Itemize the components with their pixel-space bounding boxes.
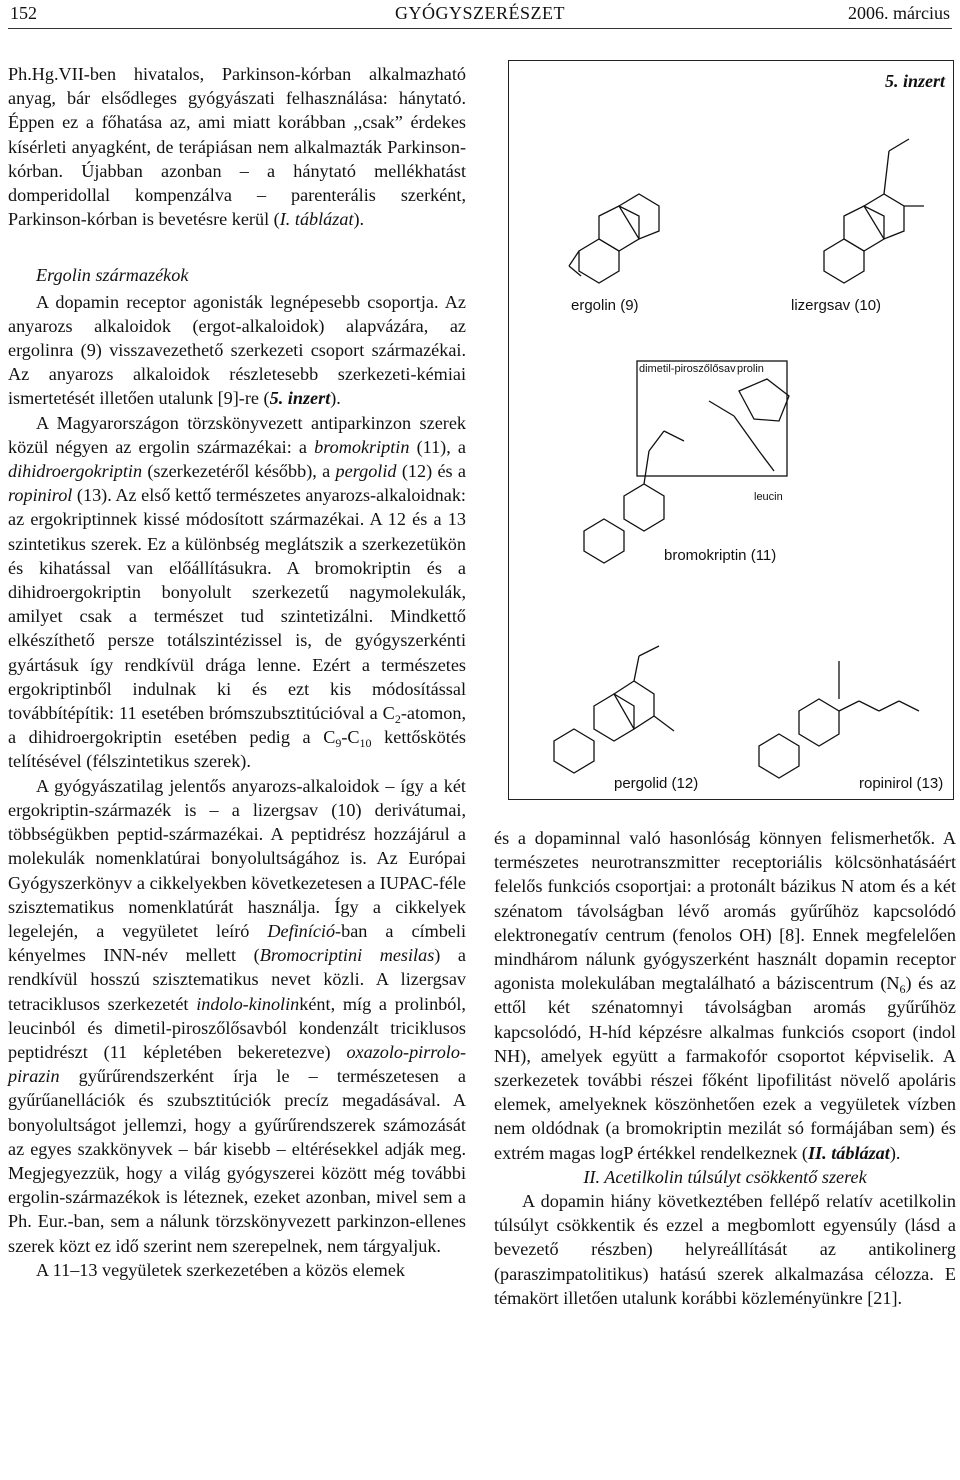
- page-number: 152: [10, 3, 37, 23]
- bromokriptin-label: bromokriptin (11): [664, 547, 777, 564]
- lizergsav-label: lizergsav (10): [791, 297, 882, 314]
- ergolin-label: ergolin (9): [571, 297, 639, 314]
- chemical-structures: [509, 61, 955, 801]
- right-paragraph-1: és a dopaminnal való hasonlóság könnyen felismerhetők. A természetes neurotranszmitter receptoriális kölcsönhatásáért felelős funkciós csoportjai: a protonált bázikus N atom és a két szénatom távolságban lévő aromás gyűrűhöz kapcsolódó elektronegatív centrum (fenolos OH) [8]. Ennek megfelelően mindhárom nálunk gyógyszerként használt dopamin receptor agonista molekulában megtalálható a báziscentrum $(N_6)$ és az ettől két szénatomnyi távolságban aromás gyűrűhöz kapcsolódó, H-híd képzésre alkalmas funkciós csoport (indol NH), amelyek együtt a farmakofór csoportot képviselik. A szerkezetek további részei főként lipofilitást növelő apoláris elemek, amelyeknek köszönhetően ezek a vegyületek vízben nem oldódnak (a bromokriptin mezilát só formájában sem) és extrém magas logP értékkel rendelkeznek (II. táblázat).: [494, 828, 956, 1163]
- right-paragraph-2: A dopamin hiány következtében fellépő relatív acetilkolin túlsúlyt csökkentik és ezzel a megbomlott egyensúly (lásd a bevezető részben) helyreállítását az antikolinerg (paraszimpatolitikus) hatású szerek alkalmazása célozza. E témakört illetően utalunk korábbi közleményünkre [21].: [494, 1191, 956, 1308]
- prolin-label: prolin: [737, 363, 764, 375]
- paragraph-2: A Magyarországon törzskönyvezett antiparkinzon szerek közül négyen az ergolin származékai: a bromokriptin (11), a dihidroergokriptin (szerkezetéről később), a pergolid (12) és a ropinirol (13). Az első kettő természetes anyarozs-alkaloidnak: az ergokriptinnek kissé módosított származékai. A 12 és a 13 szintetikus szerek. Ez a különbség meglátszik a szerkezetükön és kihatással van előállításukra. A bromokriptin és a dihidroergokriptin bonyolult szerkezetű nagymolekulák, amilyet csak a természet tud szintetizálni. Mindkettő elkészíthető persze totálszintézissel is, de gyógyszerkénti gyártásuk így rendkívül drága lenne. Ezért a természetes ergokriptinből indulnak ki és ezt kis módosítással továbbítépítik: 11 esetében brómszubsztitúcióval a $C_2$-atomon, a dihidroergokriptin esetében pedig a $C_9-C_{10}$ kettőskötés telítésével (félszintetikus szerek).: [8, 412, 467, 772]
- leucin-label: leucin: [754, 491, 783, 503]
- ropinirol-label: ropinirol (13): [859, 775, 944, 792]
- journal-title: GYÓGYSZERÉSZET: [395, 3, 565, 23]
- insert-figure-5: [508, 60, 954, 800]
- paragraph-1: A dopamin receptor agonisták legnépesebb csoportja. Az anyarozs alkaloidok (ergot-alkaloidok) alapvázára, az ergolinra (9) visszavezethető szerkezeti csoport származékai. Az anyarozs alkaloidok részletesebb szerkezeti-kémiai ismertetését illetően utalunk [9]-re (5. inzert).: [8, 291, 466, 409]
- pergolid-label: pergolid (12): [614, 775, 699, 792]
- paragraph-3: A gyógyászatilag jelentős anyarozs-alkaloidok – így a két ergokriptin-származék is – a lizergsav (10) derivátumai, többségükben peptid-származékai. A peptidrész hozzájárul a molekulák nomenklatúrai bonyolultságához is. Az Európai Gyógyszerkönyv a cikkelyekben következetesen a IUPAC-féle szisztematikus nomenklatúrát használja. Így a cikkelyek legelején, a vegyületet leíró Definíció-ban a címbeli kényelmes INN-név mellett (Bromocriptini mesilas) a rendkívül hosszú szisztematikus nevet közli. A lizergsav tetraciklusos szerkezetét indolo-kinolinként, míg a prolinból, leucinból és dimetil-piroszőlősavból kondenzált triciklusos peptidrészt (11 képletében bekeretezve) oxazolo-pirrolo-pirazin gyűrűrendszerként írja le – természetesen a gyűrűanellációk és szubsztitúciók precíz megadásával. A bonyolultságot jellemzi, hogy a gyűrűrendszerek számozását az egyes szakkönyvek – bár kisebb – eltérésekkel adják meg. Megjegyezzük, hogy a világ gyógyszerei között még további ergolin-származékok is léteznek, ezeket azonban, mivel sem a Ph. Eur.-ban, sem a nálunk törzskönyvezett parkinzon-ellenes szerek közt ez idő szerint nem szerepelnek, nem tárgyaljuk.: [8, 775, 466, 1256]
- section-title-ergolin: Ergolin származékok: [36, 265, 189, 286]
- page-header: [8, 0, 952, 29]
- left-column: [8, 62, 466, 1282]
- right-column: [494, 826, 956, 1310]
- intro-paragraph: Ph.Hg.VII-ben hivatalos, Parkinson-kórban alkalmazható anyag, bár elsődleges gyógyászati felhasználása: hánytató. Éppen ez a főhatása az, ami miatt korábban ,,csak” érdekes kísérleti anyagként, de terápiásan nem alkalmazták Parkinson-kórban. Újabban azonban – a hánytató mellékhatást domperidollal kompenzálva – parenterális szerként, Parkinson-kórban is bevetésre kerül (I. táblázat).: [8, 64, 466, 230]
- issue-date: 2006. március: [848, 3, 950, 23]
- paragraph-4: A 11–13 vegyületek szerkezetében a közös elemek: [36, 1259, 405, 1280]
- dimetil-piroszolosav-label: dimetil-piroszőlősav: [639, 363, 736, 375]
- section-title-acetilkolin: II. Acetilkolin túlsúlyt csökkentő szerek: [583, 1166, 867, 1187]
- figure-title: 5. inzert: [884, 71, 945, 91]
